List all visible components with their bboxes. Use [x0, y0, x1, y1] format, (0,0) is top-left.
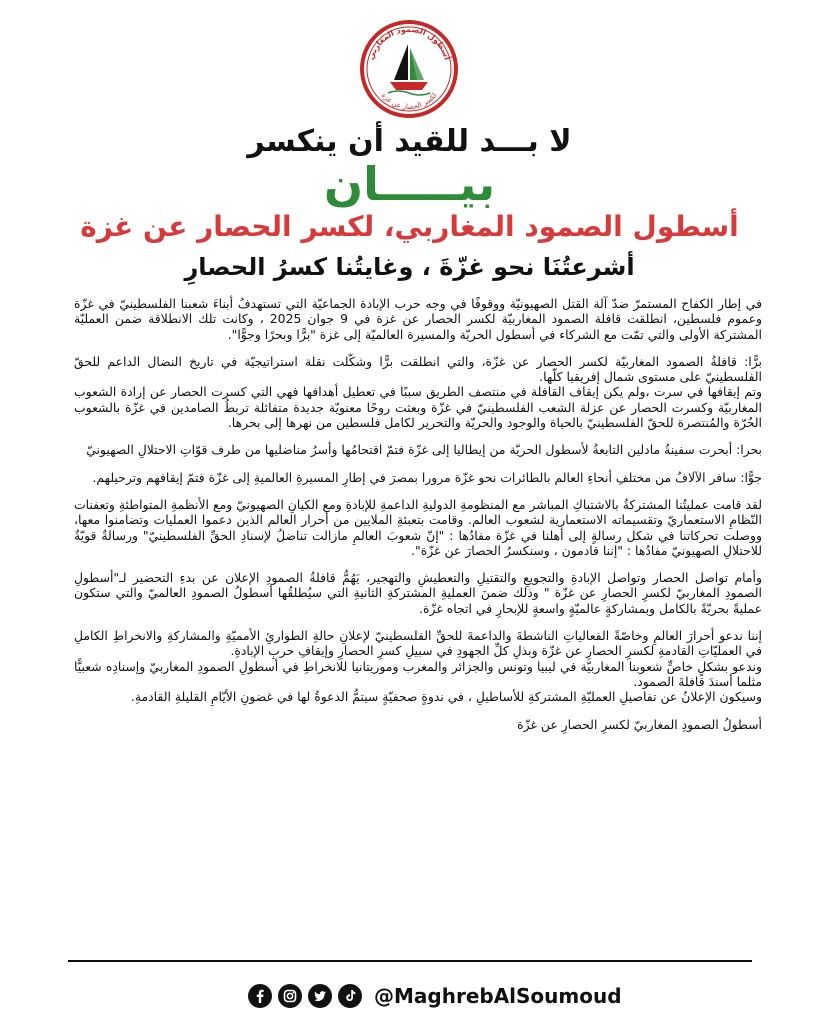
- paragraph-air: جوًّا: سافر الآلافُ من مختلفِ أنحاءِ العالم بالطائرات نحو غزّة مرورا بمصرَ في إطارِ المسيرةِ العالميةِ إلى غزّة فتمّ إيقافهم وترحيلهم.: [92, 469, 762, 485]
- logo-ring-text-bottom: لكسر الحصار عن غزة: [379, 91, 439, 112]
- paragraph-land: برًّا: قافلةُ الصمود المغاربيّة لكسر الحصار عن غزّة، والتي انطلقت برًّا وشكّلت نقلة استراتيجيّة في تاريخ النضال الداعم للحقّ الفلسطينيّ على مستوى شمال إفريقيا كلّها.: [74, 353, 762, 385]
- footer-divider: [68, 960, 752, 962]
- tiktok-icon[interactable]: [338, 984, 362, 1008]
- twitter-icon[interactable]: [308, 984, 332, 1008]
- paragraph-call: إننا ندعو أحرارَ العالمِ وخاصّةً الفعالياتِ الناشطةَ والداعمةَ للحقِّ الفلسطينيّ لإعلانِ حالةِ الطوارئِ الأمميّةِ والمشاركةِ والانخراطِ الكاملِ في العمليّاتِ القادمةِ لكسرِ الحصارِ عن غزّة وبذلِ كلِّ الجهودِ في سبيلِ كسرِ الحصارِ وإيقافِ حربِ الإبادةِ.: [74, 628, 762, 659]
- slogan: لا بـــد للقيد أن ينكسر: [247, 124, 572, 159]
- paragraph-sirte: وتم إيقافها في سرت ،ولم يكن إيقاف القافلة في منتصف الطريق سببًا في تعطيل أهدافها فهي التي كسرت الحصار عن إرادة الشعوب المغاربيّة وكسرت الحصار عن عزلة الشعب الفلسطينيّ في غزّة وبعثت روحًا معنويّة جديدة متفائلة تربطُ الصامدين في غزّة بالشعوب الحُرّة والمُنتصرة للحقّ الفلسطينيّ بالحياة والوجود والحريّة والتحرير لكامل فلسطين من نهرها إلى بحرها.: [74, 384, 762, 431]
- paragraph-maghreb-call: وندعو بشكلٍ خاصٍّ شعوبنا المغاربيّة في ليبيا وتونس والجزائر والمغرب وموريتانيا للانخراطِ في أسطولِ الصمودِ المغاربيّ وإسنادِه شعبيًّا مثلما أسندَ قافلةَ الصمود.: [74, 658, 762, 689]
- statement-body: [74, 296, 762, 938]
- signature: أسطولُ الصمودِ المغاربيّ لكسرِ الحصارِ عن غزّة: [517, 716, 762, 732]
- paragraph-sea: بحرا: أبحرت سفينةُ مادلين التابعةُ لأسطول الحريّة من إيطاليا إلى غزّة فتمّ اقتحامُها وأسرُ مناضليها من طرف قوّاتِ الاحتلالِ الصهيونيّ: [86, 442, 762, 458]
- logo: [358, 18, 460, 120]
- facebook-icon[interactable]: [248, 984, 272, 1008]
- statement-title: بيـــــان: [323, 157, 496, 211]
- subtitle: أشرعتُنَا نحو غزّةَ ، وغايتُنا كسرُ الحصارِ: [184, 253, 635, 281]
- paragraph-joint-operation: لقد قامت عمليتُنا المشتركةُ بالاشتباكِ المباشر مع المنظومةِ الدوليةِ الداعمةِ للإبادةِ ومع الكيانِ الصهيونيّ ومع الأنظمةِ المتواطئةِ وتعفنات النّظامِ الاستعماريّ وتقسيماته الاستعمارية لشعوب العالم. وقامت بتعبئةِ الملايين من أحرار العالم الذين دعموا العمليات وتضامنوا معها، ووصلت تحركاتنا في شكل رسالةٍ إلى أهلنا في غزّة مفادُها : "إنّ شعوبَ العالمِ مازالت تناضلُ لإسنادِ الحقِّ الفلسطينيّ" ورسالةٌ قويّةٌ للاحتلالِ الصهيونيّ مفادُها : "إننا قادمون ، وسنكسرُ الحصارَ عن غزّة".: [74, 496, 762, 558]
- logo-ring-text-top: أسطول الصمود المغاربي: [366, 24, 452, 61]
- social-footer: [248, 978, 622, 1014]
- paragraph-intro: في إطار الكفاح المستمرّ ضدّ آلة القتل الصهيونيّة ووقوفًا في وجه حرب الإبادة الجماعيّة التي تستهدفُ أبناءَ شعبنا الفلسطينيّ في غزّة وعموم فلسطين، انطلقت قافلة الصمود المغاربيّة لكسر الحصار عن غزة في 9 جوان 2025 ، وكانت تلك الانطلاقة ضمن العمليّة المشتركة الأولى والتي تمّت مع الشركاء في أسطول الحريّة والمسيرة العالميّة إلى غزة "برًّا وبحرًا وجوًّا".: [74, 296, 763, 342]
- instagram-icon[interactable]: [278, 984, 302, 1008]
- organization-name: أسطول الصمود المغاربي، لكسر الحصار عن غزة: [80, 210, 739, 243]
- paragraph-press: وسيكون الإعلانُ عن تفاصيلِ العمليّةِ المشتركةِ للأساطيلِ ، في ندوةٍ صحفيّةٍ سيتمُّ الدعوةُ لها في غضونِ الأيّامِ القليلةِ القادمةِ.: [130, 689, 762, 705]
- paragraph-announcement: وأمام تواصل الحصار وتواصل الإبادةِ والتجويعِ والتقتيلِ والتعطيشِ والتهجير، يَهُمُّ قافلةُ الصمودِ الإعلان عن بدءِ التحضير لـ"أسطولِ الصمودِ المغاربيّ لكسرِ الحصارِ عن غزّة " وذلك ضمنَ العمليةِ المشتركةِ الثانيةِ التي سيُطلقُها أسطولُ الصمودِ العالميّ والتي ستكون عمليةً بحريّةً بالكامل وبمشاركةٍ عالميّةٍ واسعةٍ للإبحارِ في اتجاه غزّة.: [74, 570, 762, 616]
- social-handle[interactable]: @MaghrebAlSoumoud: [374, 984, 622, 1008]
